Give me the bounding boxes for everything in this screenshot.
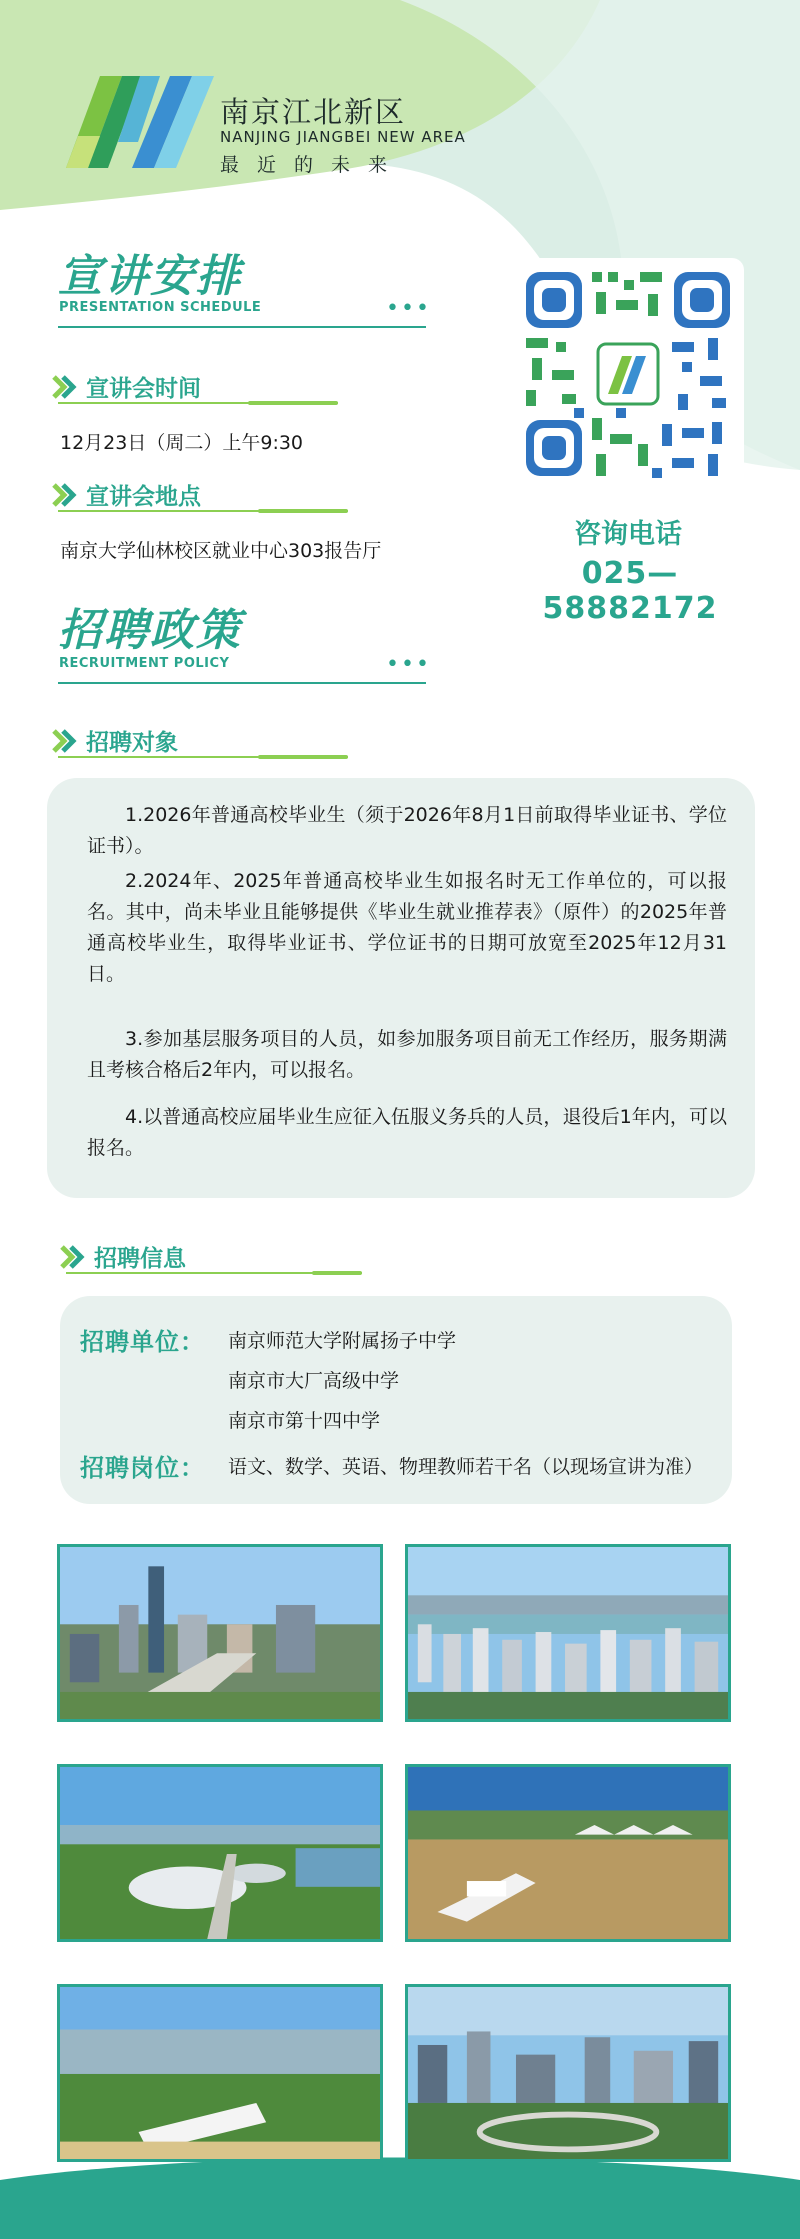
consult-phone-label: 咨询电话 — [574, 519, 682, 550]
brand-name-cn: 南京江北新区 — [220, 95, 407, 129]
double-chevron-icon — [50, 373, 78, 401]
place-subheading — [50, 478, 201, 511]
brand-slogan: 最近的未来 — [220, 154, 406, 176]
subheading-underline-accent — [312, 1271, 362, 1275]
policy-item: 4.以普通高校应届毕业生应征入伍服义务兵的人员，退役后1年内，可以报名。 — [87, 1106, 727, 1159]
city-photo — [405, 1764, 731, 1942]
policy-title-en: RECRUITMENT POLICY — [59, 656, 230, 671]
info-heading: 招聘信息 — [94, 1246, 186, 1272]
double-chevron-icon — [50, 481, 78, 509]
city-photo — [405, 1984, 731, 2162]
policy-title: 招聘政策 — [58, 605, 242, 656]
policy-item: 3.参加基层服务项目的人员，如参加服务项目前无工作经历，服务期满且考核合格后2年内，可以报名。 — [87, 1028, 727, 1081]
dots-decoration: ••• — [386, 296, 431, 321]
info-card — [60, 1296, 732, 1504]
city-photo — [57, 1984, 383, 2162]
policy-title-underline — [58, 682, 426, 684]
dots-decoration: ••• — [386, 652, 431, 677]
unit-label: 招聘单位： — [80, 1328, 205, 1356]
policy-card — [47, 778, 755, 1198]
unit-item: 南京师范大学附属扬子中学 — [228, 1330, 457, 1352]
time-heading: 宣讲会时间 — [86, 376, 201, 402]
target-heading: 招聘对象 — [86, 730, 178, 756]
subheading-underline-accent — [248, 401, 338, 405]
double-chevron-icon — [58, 1243, 86, 1271]
policy-item: 1.2026年普通高校毕业生（须于2026年8月1日前取得毕业证书、学位证书）。 — [87, 804, 727, 857]
double-chevron-icon — [50, 727, 78, 755]
schedule-title-underline — [58, 326, 426, 328]
city-photo — [405, 1544, 731, 1722]
time-subheading — [50, 370, 201, 403]
info-subheading — [58, 1240, 186, 1273]
target-subheading — [50, 724, 178, 757]
place-heading: 宣讲会地点 — [86, 484, 201, 510]
subheading-underline-accent — [258, 755, 348, 759]
place-value: 南京大学仙林校区就业中心303报告厅 — [60, 540, 382, 562]
city-photo — [57, 1544, 383, 1722]
policy-item: 2.2024年、2025年普通高校毕业生如报名时无工作单位的，可以报名。其中，尚未毕业且能够提供《毕业生就业推荐表》（原件）的2025年普通高校毕业生，取得毕业证书、学位证书的日期可放宽至2025年12月31日。 — [87, 870, 727, 985]
unit-item: 南京市第十四中学 — [228, 1410, 381, 1432]
qr-code[interactable] — [512, 258, 744, 490]
consult-phone-number[interactable]: 025—58882172 — [542, 556, 718, 626]
subheading-underline-accent — [258, 509, 348, 513]
jiangbei-logo-icon — [60, 62, 220, 174]
schedule-title-en: PRESENTATION SCHEDULE — [59, 300, 262, 315]
post-label: 招聘岗位： — [80, 1454, 205, 1482]
brand-name-en: NANJING JIANGBEI NEW AREA — [220, 128, 466, 146]
city-photo — [57, 1764, 383, 1942]
qr-code-icon — [512, 258, 744, 490]
post-value: 语文、数学、英语、物理教师若干名（以现场宣讲为准） — [228, 1456, 704, 1478]
schedule-title: 宣讲安排 — [58, 251, 242, 302]
unit-item: 南京市大厂高级中学 — [228, 1370, 400, 1392]
time-value: 12月23日（周二）上午9:30 — [60, 432, 304, 454]
